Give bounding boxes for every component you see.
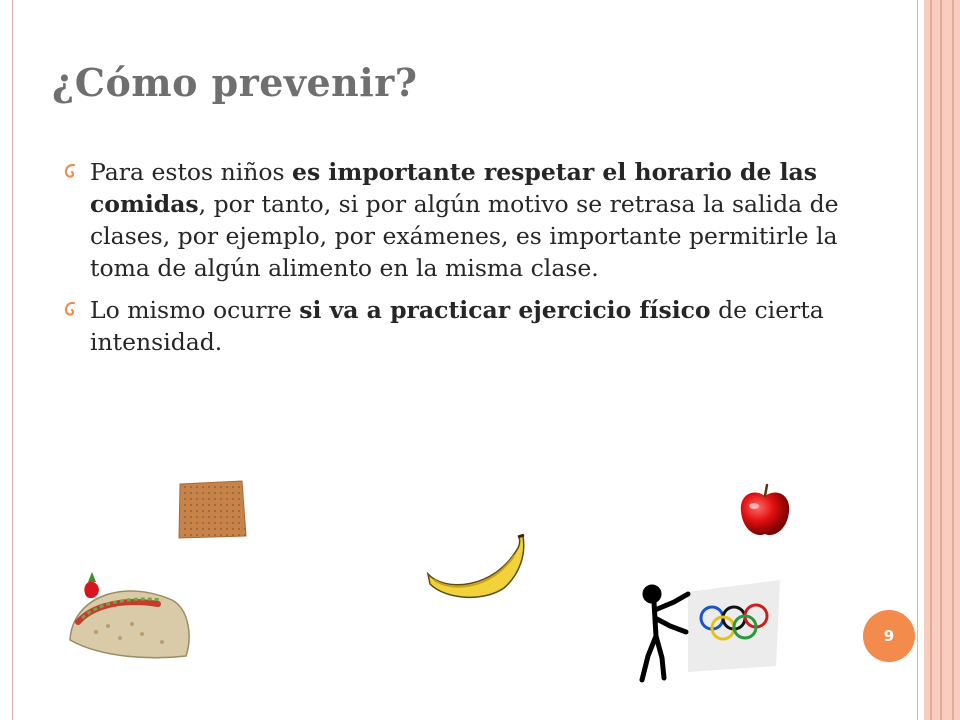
bullet-text-2 bbox=[90, 296, 824, 356]
bullet-item bbox=[62, 156, 862, 284]
bullet-list bbox=[62, 156, 862, 368]
taco-image bbox=[62, 548, 198, 670]
apple-image bbox=[736, 482, 794, 540]
text-run: de cierta intensidad. bbox=[90, 296, 824, 356]
olympic-runner-image bbox=[630, 566, 790, 684]
slide-title: ¿Cómo prevenir? bbox=[52, 60, 418, 105]
bullet-swirl-icon bbox=[62, 299, 78, 321]
text-run: Lo mismo ocurre bbox=[90, 296, 300, 324]
bullet-item bbox=[62, 294, 862, 358]
text-run-bold: es importante respetar el horario de las comidas bbox=[90, 158, 817, 218]
banana-image bbox=[424, 534, 528, 604]
side-band-line bbox=[930, 0, 932, 720]
page-number-badge: 9 bbox=[863, 610, 915, 662]
text-run-bold: si va a practicar ejercicio físico bbox=[299, 296, 711, 324]
bullet-text-1 bbox=[90, 158, 839, 282]
cracker-image bbox=[176, 478, 248, 540]
bullet-swirl-icon bbox=[62, 161, 78, 183]
side-band-line bbox=[952, 0, 954, 720]
side-band-line bbox=[940, 0, 942, 720]
text-run: , por tanto, si por algún motivo se retrasa la salida de clases, por ejemplo, por exámenes, es importante permitirle la toma de algún alimento en la misma clase. bbox=[90, 190, 839, 282]
text-run: Para estos niños bbox=[90, 158, 293, 186]
